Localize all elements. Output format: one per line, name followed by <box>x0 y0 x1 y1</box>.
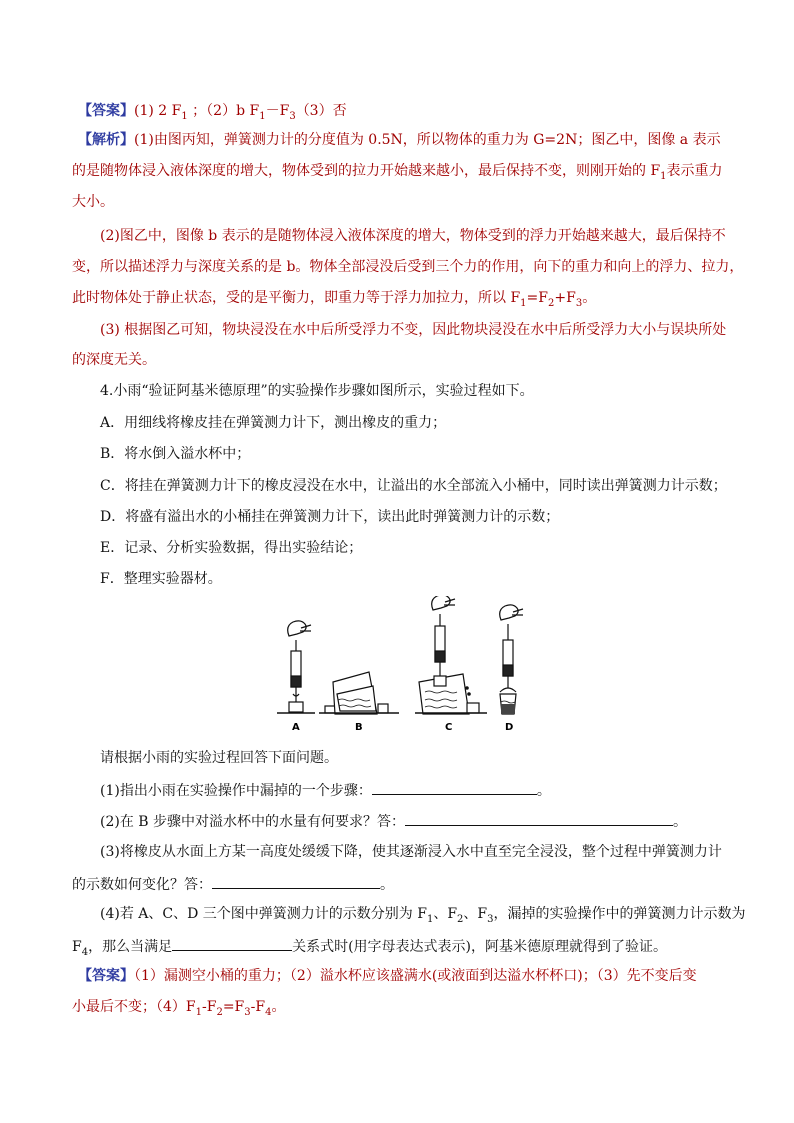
analysis-line-6: 此时物体处于静止状态，受的是平衡力，即重力等于浮力加拉力，所以 $F_1=F_2+F_3$。 <box>72 290 597 309</box>
step-a: A．用细线将橡皮挂在弹簧测力计下，测出橡皮的重力； <box>100 415 447 431</box>
question-3-line-1: (3)将橡皮从水面上方某一高度处缓缓下降，使其逐渐浸入水中直至完全浸没，整个过程中弹簧测力计 <box>100 844 722 860</box>
figure-label-d: D <box>505 722 514 733</box>
experiment-diagram <box>275 596 527 738</box>
question-4-line-2: $F_4$，那么当满足 关系式时(用字母表达式表示)，阿基米德原理就得到了验证。 <box>72 935 667 957</box>
analysis-line-7: (3) 根据图乙可知，物块浸没在水中后所受浮力不变，因此物块浸没在水中后所受浮力大小与误块所处 <box>100 322 727 338</box>
answer-blank-3[interactable] <box>212 873 380 889</box>
step-c: C．将挂在弹簧测力计下的橡皮浸没在水中，让溢出的水全部流入小桶中，同时读出弹簧测力计示数； <box>100 478 727 494</box>
step-f: F．整理实验器材。 <box>100 571 222 587</box>
experiment-figure <box>275 596 527 738</box>
answer2-tag: 【答案】 <box>78 968 134 984</box>
answer-text: (1) 2 $F_1$ ；（2）b $F_1-F_3(3)$否 <box>134 103 347 122</box>
step-b: B．将水倒入溢水杯中； <box>100 446 251 462</box>
question-3-line-2: 的示数如何变化？答： 。 <box>72 873 394 895</box>
answer-tag: 【答案】 <box>78 103 134 119</box>
step-d: D．将盛有溢出水的小桶挂在弹簧测力计下，读出此时弹簧测力计的示数； <box>100 509 560 525</box>
answer-blank-2[interactable] <box>405 810 673 826</box>
figure-label-a: A <box>292 722 300 733</box>
answer-blank-4[interactable] <box>172 935 292 951</box>
question-4-line-1: (4)若 A、C、D 三个图中弹簧测力计的示数分别为 $F_1$、$F_2$、$F_3$，漏掉的实验操作中的弹簧测力计示数为 <box>100 906 746 925</box>
analysis-line-8: 的深度无关。 <box>72 352 156 368</box>
setup-d <box>500 605 523 714</box>
answer2-line-1: 【答案】（1）漏测空小桶的重力；（2）溢水杯应该盛满水(或液面到达溢水杯杯口)；（3）先不变后变 <box>78 968 697 984</box>
setup-c <box>415 596 487 714</box>
question-prompt: 请根据小雨的实验过程回答下面问题。 <box>100 750 338 766</box>
analysis-line-1: 【解析】(1)由图丙知，弹簧测力计的分度值为 0.5N，所以物体的重力为 G=2N；图乙中，图像 a 表示 <box>78 132 721 148</box>
analysis-line-2: 的是随物体浸入液体深度的增大，物体受到的拉力开始越来越小，最后保持不变，则刚开始的 $F_1$表示重力 <box>72 163 723 182</box>
figure-label-c: C <box>445 722 453 733</box>
question-2: (2)在 B 步骤中对溢水杯中的水量有何要求？答： 。 <box>100 810 687 832</box>
answer2-line-2: 小最后不变；$(4)F_1-F_2=F_3-F_4$。 <box>72 999 286 1018</box>
setup-b <box>319 672 399 714</box>
answer-blank-1[interactable] <box>372 779 537 795</box>
figure-label-b: B <box>355 722 363 733</box>
step-e: E．记录、分析实验数据，得出实验结论； <box>100 540 363 556</box>
question-1: (1)指出小雨在实验操作中漏掉的一个步骤： 。 <box>100 779 551 801</box>
question-stem: 4.小雨“验证阿基米德原理”的实验操作步骤如图所示，实验过程如下。 <box>100 383 534 399</box>
setup-a <box>277 621 315 713</box>
analysis-line-4: (2)图乙中，图像 b 表示的是随物体浸入液体深度的增大，物体受到的浮力开始越来越大，最后保持不 <box>100 228 726 244</box>
analysis-line-5: 变，所以描述浮力与深度关系的是 b。物体全部浸没后受到三个力的作用，向下的重力和向上的浮力、拉力， <box>72 259 744 275</box>
answer-line-1 <box>78 101 347 121</box>
analysis-line-3: 大小。 <box>72 194 114 210</box>
analysis-tag: 【解析】 <box>78 132 134 148</box>
